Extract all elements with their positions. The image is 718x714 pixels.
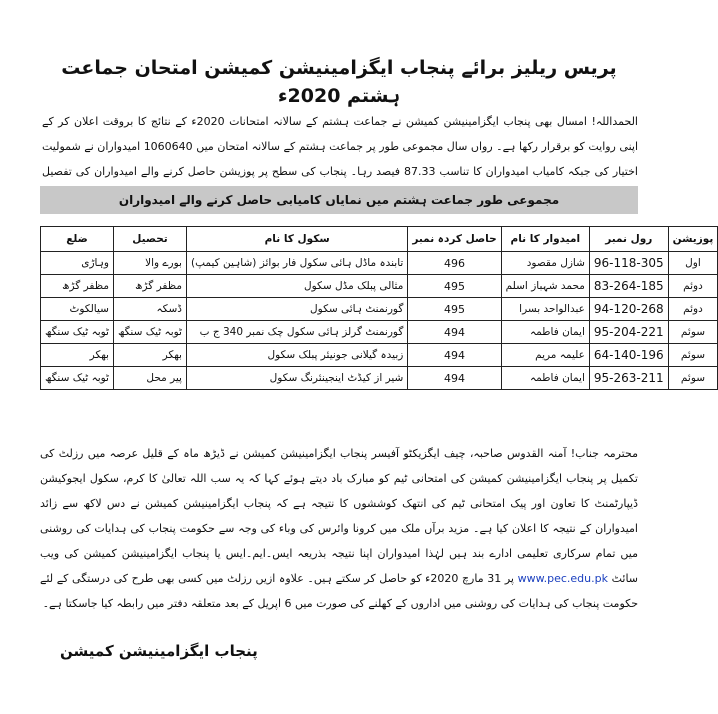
- cell-school-name: گورنمنٹ گرلز ہائی سکول چک نمبر 340 ج ب: [186, 321, 407, 344]
- body-text-before-url: محترمہ جناب! آمنہ القدوس صاحبہ، چیف ایگزیکٹو آفیسر پنجاب ایگزامینیشن کمیشن نے ڈیڑھ ماہ کے قلیل عرصہ میں رزلٹ کی تکمیل پر پنجاب ایگزامینیشن کمیشن کی امتحانی ٹیم کو مبارک باد دیتے ہوئے کہا کہ یہ سب اللہ تعالیٰ کا کرم، سکول ایجوکیشن ڈیپارٹمنٹ کا تعاون اور پیک امتحانی ٹیم کی انتھک کوششوں کا نتیجہ ہے کہ پنجاب ایگزامینیشن کمیشن نے دس لاکھ سے زائد امیدواران کے نتیجہ کا اعلان کیا ہے۔ مزید برآں ملک میں کرونا وائرس کی وباء کی وجہ سے حکومت پنجاب کی ہدایات کی روشنی میں تمام سرکاری تعلیمی ادارے بند ہیں لہٰذا امیدواران اپنا نتیجہ بذریعہ ایس۔ایم۔ایس یا پنجاب ایگزامینیشن کمیشن کی ویب سائٹ: [40, 447, 639, 585]
- intro-paragraph: الحمداللہ! امسال بھی پنجاب ایگزامینیشن کمیشن نے جماعت ہشتم کے سالانہ امتحانات 2020ء کے نتائج کا بروقت اعلان کر کے اپنی روایت کو برقرار رکھا ہے۔ رواں سال مجموعی طور پر جماعت ہشتم کے سالانہ امتحان میں 1060640 امیدواران نے شمولیت اختیار کی جبکہ کامیاب امیدواران کا تناسب 87.33 فیصد رہا۔ پنجاب کی سطح پر پوزیشن حاصل کرنے والے امیدواران کی تفصیل: [42, 115, 639, 178]
- cell-roll-number: 95-263-211: [589, 367, 668, 390]
- cell-district: مظفر گڑھ: [41, 275, 114, 298]
- cell-candidate-name: ایمان فاطمہ: [501, 367, 589, 390]
- cell-candidate-name: علیمہ مریم: [501, 344, 589, 367]
- section-heading: مجموعی طور جماعت ہشتم میں نمایاں کامیابی حاصل کرنے والے امیدواران: [40, 186, 638, 214]
- page-title: پریس ریلیز برائے پنجاب ایگزامینیشن کمیشن امتحان جماعت ہشتم 2020ء: [61, 57, 617, 107]
- cell-roll-number: 64-140-196: [589, 344, 668, 367]
- table-row: [41, 367, 718, 390]
- cell-tehsil: ٹوبہ ٹیک سنگھ: [113, 321, 186, 344]
- signature: پنجاب ایگزامینیشن کمیشن: [60, 642, 258, 660]
- cell-roll-number: 83-264-185: [589, 275, 668, 298]
- cell-marks: 495: [408, 298, 501, 321]
- cell-school-name: مثالی پبلک مڈل سکول: [186, 275, 407, 298]
- cell-position: سوئم: [668, 321, 718, 344]
- table-row: [41, 321, 718, 344]
- cell-position: سوئم: [668, 367, 718, 390]
- cell-marks: 494: [408, 344, 501, 367]
- cell-marks: 495: [408, 275, 501, 298]
- header-school-name: سکول کا نام: [186, 227, 407, 252]
- cell-marks: 494: [408, 367, 501, 390]
- cell-district: سیالکوٹ: [41, 298, 114, 321]
- cell-roll-number: 95-204-221: [589, 321, 668, 344]
- header-position: پوزیشن: [668, 227, 718, 252]
- cell-marks: 494: [408, 321, 501, 344]
- cell-school-name: گورنمنٹ ہائی سکول: [186, 298, 407, 321]
- table-header-row: [41, 227, 718, 252]
- cell-candidate-name: عبدالواحد بسرا: [501, 298, 589, 321]
- results-table: [40, 226, 718, 390]
- cell-candidate-name: شازل مقصود: [501, 252, 589, 275]
- header-roll-number: رول نمبر: [589, 227, 668, 252]
- body-text-after-url: پر 31 مارچ 2020ء کو حاصل کر سکتے ہیں۔ علاوہ ازیں رزلٹ میں کسی بھی طرح کی درستگی کے لئے حکومت پنجاب کی ہدایات کی روشنی میں اداروں کے کھلنے کی صورت میں 6 اپریل کے بعد متعلقہ دفتر میں رابطہ کیا جاسکتا ہے۔: [40, 572, 638, 610]
- cell-tehsil: ڈسکہ: [113, 298, 186, 321]
- cell-roll-number: 94-120-268: [589, 298, 668, 321]
- header-tehsil: تحصیل: [113, 227, 186, 252]
- cell-district: ٹوبہ ٹیک سنگھ: [41, 321, 114, 344]
- cell-marks: 496: [408, 252, 501, 275]
- cell-tehsil: بھکر: [113, 344, 186, 367]
- cell-district: ٹوبہ ٹیک سنگھ: [41, 367, 114, 390]
- cell-district: بھکر: [41, 344, 114, 367]
- cell-position: دوئم: [668, 298, 718, 321]
- table-row: [41, 344, 718, 367]
- cell-candidate-name: ایمان فاطمہ: [501, 321, 589, 344]
- table-row: [41, 275, 718, 298]
- cell-position: اول: [668, 252, 718, 275]
- cell-school-name: تابندہ ماڈل ہائی سکول فار بوائز (شاہین کیمپ): [186, 252, 407, 275]
- cell-district: وہاڑی: [41, 252, 114, 275]
- cell-roll-number: 96-118-305: [589, 252, 668, 275]
- header-candidate-name: امیدوار کا نام: [501, 227, 589, 252]
- table-row: [41, 252, 718, 275]
- cell-school-name: زبیدہ گیلانی جونیئر پبلک سکول: [186, 344, 407, 367]
- cell-school-name: شیر از کیڈٹ اینجینئرنگ سکول: [186, 367, 407, 390]
- table-row: [41, 298, 718, 321]
- header-marks: حاصل کردہ نمبر: [408, 227, 501, 252]
- cell-tehsil: مظفر گڑھ: [113, 275, 186, 298]
- website-link[interactable]: www.pec.edu.pk: [517, 572, 608, 585]
- body-paragraph: [40, 441, 638, 616]
- cell-candidate-name: محمد شہباز اسلم: [501, 275, 589, 298]
- cell-tehsil: بورے والا: [113, 252, 186, 275]
- cell-position: دوئم: [668, 275, 718, 298]
- header-district: ضلع: [41, 227, 114, 252]
- cell-position: سوئم: [668, 344, 718, 367]
- cell-tehsil: پیر محل: [113, 367, 186, 390]
